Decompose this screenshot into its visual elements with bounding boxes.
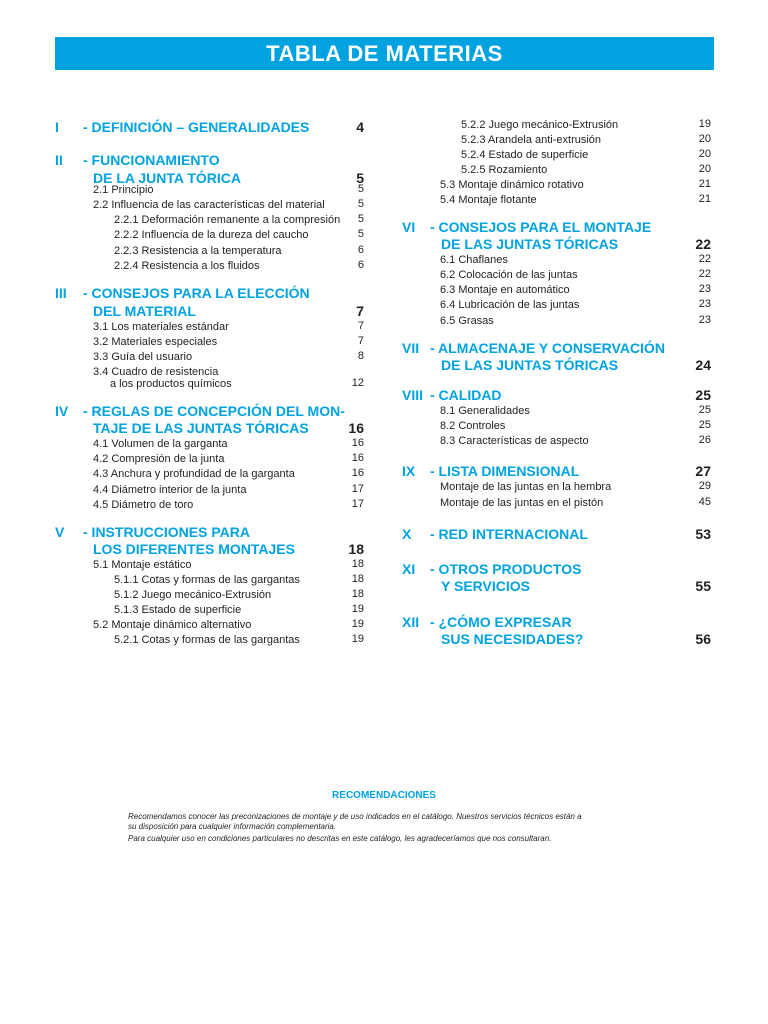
subsection-page-number: 12 bbox=[351, 377, 364, 389]
subsection-title: 5.2.3 Arandela anti-extrusión bbox=[461, 134, 602, 146]
subsection-title: 6.3 Montaje en automático bbox=[440, 284, 570, 296]
subsection-title: 3.4 Cuadro de resistencia bbox=[93, 366, 219, 378]
subsection-page-number: 6 bbox=[357, 259, 364, 271]
section-number: IX bbox=[402, 463, 416, 479]
section-number: XI bbox=[402, 561, 416, 577]
subsection-title: Montaje de las juntas en el pistón bbox=[440, 497, 604, 509]
subsection-page-number: 45 bbox=[698, 496, 711, 508]
section-number: VII bbox=[402, 340, 420, 356]
subsection-title: 6.5 Grasas bbox=[440, 315, 494, 327]
section-page-number: 56 bbox=[695, 631, 711, 647]
recommendations-line: Recomendamos conocer las preconizaciones de montaje y de uso indicados en el catálogo. Nuestros servicios técnicos están a bbox=[128, 812, 582, 821]
subsection-page-number: 5 bbox=[357, 228, 364, 240]
subsection-page-number: 19 bbox=[351, 603, 364, 615]
section-title: - CALIDAD bbox=[430, 387, 502, 403]
subsection-title: 4.5 Diámetro de toro bbox=[93, 499, 194, 511]
subsection-title: 2.2.2 Influencia de la dureza del caucho bbox=[114, 229, 309, 241]
subsection-title: 5.1 Montaje estático bbox=[93, 559, 192, 571]
section-number: XII bbox=[402, 614, 420, 630]
section-title: - INSTRUCCIONES PARA bbox=[83, 524, 250, 540]
section-title: - DEFINICIÓN – GENERALIDADES bbox=[83, 119, 310, 135]
section-title-continued: DE LAS JUNTAS TÓRICAS bbox=[441, 236, 619, 252]
section-page-number: 25 bbox=[695, 387, 711, 403]
subsection-title: 2.2.3 Resistencia a la temperatura bbox=[114, 245, 282, 257]
subsection-page-number: 7 bbox=[357, 335, 364, 347]
subsection-page-number: 20 bbox=[698, 148, 711, 160]
subsection-page-number: 18 bbox=[351, 558, 364, 570]
section-title-continued: TAJE DE LAS JUNTAS TÓRICAS bbox=[93, 420, 309, 436]
subsection-title: 5.2.4 Estado de superficie bbox=[461, 149, 589, 161]
subsection-title: 5.2.2 Juego mecánico-Extrusión bbox=[461, 119, 619, 131]
toc-title-banner: TABLA DE MATERIAS bbox=[55, 37, 714, 70]
section-number: V bbox=[55, 524, 65, 540]
section-number: VIII bbox=[402, 387, 424, 403]
section-title: - LISTA DIMENSIONAL bbox=[430, 463, 580, 479]
subsection-title: a los productos químicos bbox=[110, 378, 232, 390]
subsection-page-number: 21 bbox=[698, 178, 711, 190]
subsection-title: 6.1 Chaflanes bbox=[440, 254, 508, 266]
subsection-page-number: 23 bbox=[698, 298, 711, 310]
subsection-title: 5.2.1 Cotas y formas de las gargantas bbox=[114, 634, 300, 646]
section-page-number: 5 bbox=[356, 170, 364, 186]
section-title: - REGLAS DE CONCEPCIÓN DEL MON- bbox=[83, 403, 345, 419]
section-title: - ¿CÓMO EXPRESAR bbox=[430, 614, 572, 630]
section-number: IV bbox=[55, 403, 69, 419]
section-title-continued: DEL MATERIAL bbox=[93, 303, 196, 319]
subsection-title: 5.3 Montaje dinámico rotativo bbox=[440, 179, 584, 191]
section-title: - CONSEJOS PARA LA ELECCIÓN bbox=[83, 285, 310, 301]
subsection-page-number: 16 bbox=[351, 467, 364, 479]
section-title-continued: SUS NECESIDADES? bbox=[441, 631, 584, 647]
section-title: - ALMACENAJE Y CONSERVACIÓN bbox=[430, 340, 665, 356]
subsection-page-number: 18 bbox=[351, 573, 364, 585]
section-page-number: 53 bbox=[695, 526, 711, 542]
subsection-title: 8.3 Características de aspecto bbox=[440, 435, 589, 447]
section-title: - OTROS PRODUCTOS bbox=[430, 561, 582, 577]
subsection-title: 5.2.5 Rozamiento bbox=[461, 164, 548, 176]
subsection-page-number: 17 bbox=[351, 483, 364, 495]
subsection-title: 5.1.1 Cotas y formas de las gargantas bbox=[114, 574, 300, 586]
subsection-page-number: 17 bbox=[351, 498, 364, 510]
subsection-page-number: 5 bbox=[357, 213, 364, 225]
section-number: II bbox=[55, 152, 63, 168]
recommendations-line: Para cualquier uso en condiciones particulares no descritas en este catálogo, les agradeceríamos que nos consultaran. bbox=[128, 834, 552, 843]
subsection-page-number: 21 bbox=[698, 193, 711, 205]
subsection-page-number: 5 bbox=[357, 198, 364, 210]
section-number: VI bbox=[402, 219, 416, 235]
subsection-title: 8.1 Generalidades bbox=[440, 405, 530, 417]
section-title: - RED INTERNACIONAL bbox=[430, 526, 588, 542]
subsection-title: 6.4 Lubricación de las juntas bbox=[440, 299, 580, 311]
section-number: III bbox=[55, 285, 67, 301]
subsection-page-number: 7 bbox=[357, 320, 364, 332]
section-page-number: 16 bbox=[348, 420, 364, 436]
section-number: X bbox=[402, 526, 412, 542]
subsection-page-number: 19 bbox=[698, 118, 711, 130]
subsection-title: 4.2 Compresión de la junta bbox=[93, 453, 225, 465]
subsection-page-number: 20 bbox=[698, 163, 711, 175]
subsection-title: 2.2.1 Deformación remanente a la compresión bbox=[114, 214, 341, 226]
subsection-page-number: 16 bbox=[351, 452, 364, 464]
subsection-page-number: 19 bbox=[351, 618, 364, 630]
subsection-title: 8.2 Controles bbox=[440, 420, 506, 432]
subsection-title: 5.1.2 Juego mecánico-Extrusión bbox=[114, 589, 272, 601]
subsection-page-number: 23 bbox=[698, 314, 711, 326]
subsection-title: Montaje de las juntas en la hembra bbox=[440, 481, 612, 493]
section-page-number: 27 bbox=[695, 463, 711, 479]
subsection-page-number: 16 bbox=[351, 437, 364, 449]
section-title-continued: DE LA JUNTA TÓRICA bbox=[93, 170, 242, 186]
subsection-page-number: 19 bbox=[351, 633, 364, 645]
subsection-page-number: 23 bbox=[698, 283, 711, 295]
subsection-page-number: 20 bbox=[698, 133, 711, 145]
subsection-title: 4.1 Volumen de la garganta bbox=[93, 438, 228, 450]
subsection-title: 4.3 Anchura y profundidad de la garganta bbox=[93, 468, 295, 480]
subsection-title: 5.4 Montaje flotante bbox=[440, 194, 537, 206]
subsection-page-number: 26 bbox=[698, 434, 711, 446]
subsection-page-number: 6 bbox=[357, 244, 364, 256]
subsection-title: 3.1 Los materiales estándar bbox=[93, 321, 229, 333]
subsection-page-number: 5 bbox=[357, 183, 364, 195]
subsection-title: 6.2 Colocación de las juntas bbox=[440, 269, 578, 281]
section-page-number: 24 bbox=[695, 357, 711, 373]
section-page-number: 4 bbox=[356, 119, 364, 135]
subsection-title: 4.4 Diámetro interior de la junta bbox=[93, 484, 247, 496]
section-title-continued: Y SERVICIOS bbox=[441, 578, 530, 594]
subsection-page-number: 29 bbox=[698, 480, 711, 492]
subsection-title: 2.2.4 Resistencia a los fluidos bbox=[114, 260, 260, 272]
subsection-page-number: 22 bbox=[698, 253, 711, 265]
recommendations-title: RECOMENDACIONES bbox=[332, 790, 436, 801]
subsection-title: 3.3 Guía del usuario bbox=[93, 351, 193, 363]
subsection-page-number: 18 bbox=[351, 588, 364, 600]
section-title-continued: LOS DIFERENTES MONTAJES bbox=[93, 541, 295, 557]
section-page-number: 22 bbox=[695, 236, 711, 252]
subsection-page-number: 25 bbox=[698, 419, 711, 431]
subsection-page-number: 8 bbox=[357, 350, 364, 362]
section-page-number: 55 bbox=[695, 578, 711, 594]
subsection-page-number: 25 bbox=[698, 404, 711, 416]
section-page-number: 7 bbox=[356, 303, 364, 319]
section-title: - FUNCIONAMIENTO bbox=[83, 152, 220, 168]
subsection-title: 5.1.3 Estado de superficie bbox=[114, 604, 242, 616]
section-page-number: 18 bbox=[348, 541, 364, 557]
subsection-title: 3.2 Materiales especiales bbox=[93, 336, 218, 348]
section-title: - CONSEJOS PARA EL MONTAJE bbox=[430, 219, 652, 235]
subsection-title: 2.2 Influencia de las características del material bbox=[93, 199, 325, 211]
subsection-title: 2.1 Principio bbox=[93, 184, 154, 196]
subsection-page-number: 22 bbox=[698, 268, 711, 280]
recommendations-line: su disposición para cualquier información complementaria. bbox=[128, 822, 337, 831]
subsection-title: 5.2 Montaje dinámico alternativo bbox=[93, 619, 252, 631]
section-title-continued: DE LAS JUNTAS TÓRICAS bbox=[441, 357, 619, 373]
section-number: I bbox=[55, 119, 59, 135]
